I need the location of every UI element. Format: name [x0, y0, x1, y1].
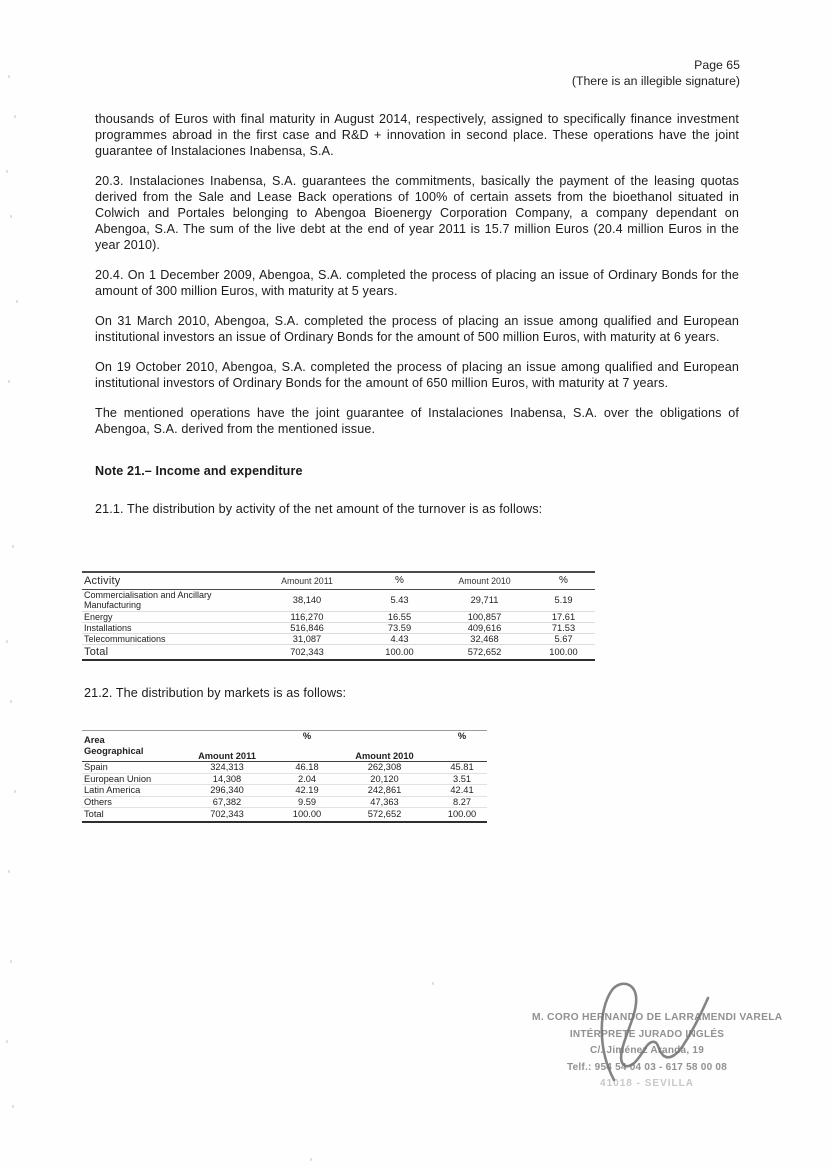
table-row: [82, 589, 595, 611]
pct-2011: 16.55: [387, 611, 412, 622]
amount-2011: 516,846: [290, 622, 324, 633]
activity-table: [82, 571, 595, 661]
amount-2010: 32,468: [470, 633, 499, 644]
total-label: Total: [84, 809, 104, 820]
table-row: [82, 633, 595, 644]
pct-2011: 4.43: [390, 633, 409, 644]
total-amount-2010: 572,652: [467, 646, 502, 657]
amount-2011: 324,313: [210, 762, 244, 773]
paragraph-21-2: 21.2. The distribution by markets is as follows:: [84, 686, 347, 700]
page-number: Page 65: [694, 58, 740, 72]
row-label: Spain: [84, 762, 108, 773]
row-label: Installations: [84, 622, 132, 633]
table-row: [82, 762, 487, 774]
table-row: [82, 785, 487, 797]
total-label: Total: [84, 645, 109, 658]
pct-2010: 17.61: [551, 611, 576, 622]
pct-2010: 3.51: [452, 773, 472, 784]
amount-2011: 38,140: [292, 595, 322, 605]
row-label: Energy: [84, 611, 113, 622]
markets-table: [82, 730, 487, 823]
amount-2010: 409,616: [467, 622, 502, 633]
paragraph-21-1: 21.1. The distribution by activity of the net amount of the turnover is as follows:: [95, 502, 543, 516]
total-row: [82, 644, 595, 660]
total-pct-2010: 100.00: [447, 809, 477, 820]
amount-2010: 29,711: [470, 595, 499, 605]
note-21-heading: Note 21.– Income and expenditure: [95, 464, 303, 478]
total-amount-2010: 572,652: [367, 809, 402, 820]
paragraph-19-october: On 19 October 2010, Abengoa, S.A. completed the process of placing an issue among qualified and European institutional investors of Ordinary Bonds for the amount of 650 million Euros, with maturity at 7 years.: [95, 360, 739, 390]
table-row: [82, 611, 595, 622]
pct-2010: 42.41: [450, 785, 474, 796]
amount-2010: 47,363: [370, 796, 399, 807]
amount-2011: 31,087: [292, 633, 322, 644]
col-header-amount-2010: Amount 2010: [458, 575, 511, 586]
signature-squiggle-icon: [585, 962, 725, 1087]
col-header-amount-2011: Amount 2011: [198, 751, 256, 761]
total-pct-2011: 100.00: [292, 809, 322, 820]
paragraph-continuation: thousands of Euros with final maturity in August 2014, respectively, assigned to specifically finance investment programmes abroad in the first case and R&D + innovation in second place. These operations have the joint guarantee of Instalaciones Inabensa, S.A.: [95, 112, 739, 158]
amount-2010: 100,857: [467, 611, 502, 622]
total-pct-2010: 100.00: [549, 646, 578, 657]
pct-2010: 5.67: [554, 633, 573, 644]
col-header-pct-2011: %: [302, 731, 312, 741]
table-row: [82, 796, 487, 808]
pct-2011: 46.18: [295, 762, 319, 773]
col-header-pct-2011: %: [395, 575, 404, 587]
pct-2010: 71.53: [551, 622, 576, 633]
table-row: [82, 622, 595, 633]
row-label: Latin America: [84, 785, 141, 796]
col-header-amount-2010: Amount 2010: [355, 751, 414, 761]
pct-2011: 2.04: [297, 773, 317, 784]
body-text: [95, 111, 739, 531]
page-header: [572, 57, 740, 89]
col-header-amount-2011: Amount 2011: [281, 575, 333, 586]
col-header-area-geographical: [82, 731, 172, 762]
pct-2011: 5.43: [390, 595, 409, 605]
row-label: Telecommunications: [84, 633, 166, 644]
total-amount-2011: 702,343: [290, 646, 324, 657]
amount-2010: 262,308: [367, 762, 402, 773]
row-label: European Union: [84, 773, 152, 784]
row-label: Commercialisation and Ancillary Manufacturing: [84, 590, 212, 610]
stamp-phone-line: Telf.: 954 54 04 03 - 617 58 00 08: [566, 1061, 728, 1073]
total-amount-2011: 702,343: [210, 809, 244, 820]
paragraph-20-3: 20.3. Instalaciones Inabensa, S.A. guarantees the commitments, basically the payment of the leasing quotas derived from the Sale and Lease Back operations of 100% of certain assets from the bioethanol situated in Colwich and Portales belonging to Abengoa Bioenergy Corporation Company, a company dependant on Abengoa, S.A. The sum of the live debt at the end of year 2011 is 15.7 million Euros (20.4 million Euros in the year 2010).: [95, 174, 739, 252]
area-header-line2: Geographical: [84, 746, 144, 756]
paragraph-mentioned-operations: The mentioned operations have the joint guarantee of Instalaciones Inabensa, S.A. over the obligations of Abengoa, S.A. derived from the mentioned issue.: [95, 406, 739, 436]
stamp-title-line: INTÉRPRETE JURADO INGLÉS: [569, 1028, 725, 1040]
signature-note: (There is an illegible signature): [571, 74, 740, 88]
pct-2010: 8.27: [452, 796, 472, 807]
table-row: [82, 773, 487, 785]
stamp-name-line: M. CORO HERNANDO DE LARRAMENDI VARELA: [532, 1012, 783, 1023]
paragraph-31-march: On 31 March 2010, Abengoa, S.A. completed the process of placing an issue among qualified and European institutional investors an issue of Ordinary Bonds for the amount of 500 million Euros, with maturity at 6 years.: [95, 314, 739, 344]
amount-2011: 116,270: [290, 611, 324, 622]
amount-2010: 242,861: [367, 785, 402, 796]
col-header-pct-2010: %: [559, 575, 568, 587]
area-header-line1: Area: [84, 735, 105, 745]
pct-2011: 9.59: [297, 796, 317, 807]
pct-2011: 73.59: [387, 622, 412, 633]
paragraph-20-4: 20.4. On 1 December 2009, Abengoa, S.A. completed the process of placing an issue of Ordinary Bonds for the amount of 300 million Euros, with maturity at 5 years.: [95, 268, 739, 298]
col-header-pct-2010: %: [457, 731, 467, 741]
pct-2011: 42.19: [295, 785, 319, 796]
row-label: Others: [84, 796, 112, 807]
activity-table-header-row: [82, 572, 595, 589]
amount-2011: 296,340: [210, 785, 244, 796]
total-pct-2011: 100.00: [385, 646, 414, 657]
pct-2010: 5.19: [554, 595, 573, 605]
pct-2010: 45.81: [450, 762, 474, 773]
amount-2011: 67,382: [212, 796, 242, 807]
col-header-activity: Activity: [84, 574, 121, 587]
amount-2010: 20,120: [370, 773, 399, 784]
markets-table-header-row: [82, 731, 487, 762]
total-row: [82, 808, 487, 822]
amount-2011: 14,308: [212, 773, 242, 784]
stamp-address-line: C/. Jiménez Aranda, 19: [589, 1045, 705, 1056]
stamp-city-line: 41018 - SEVILLA: [600, 1078, 694, 1089]
